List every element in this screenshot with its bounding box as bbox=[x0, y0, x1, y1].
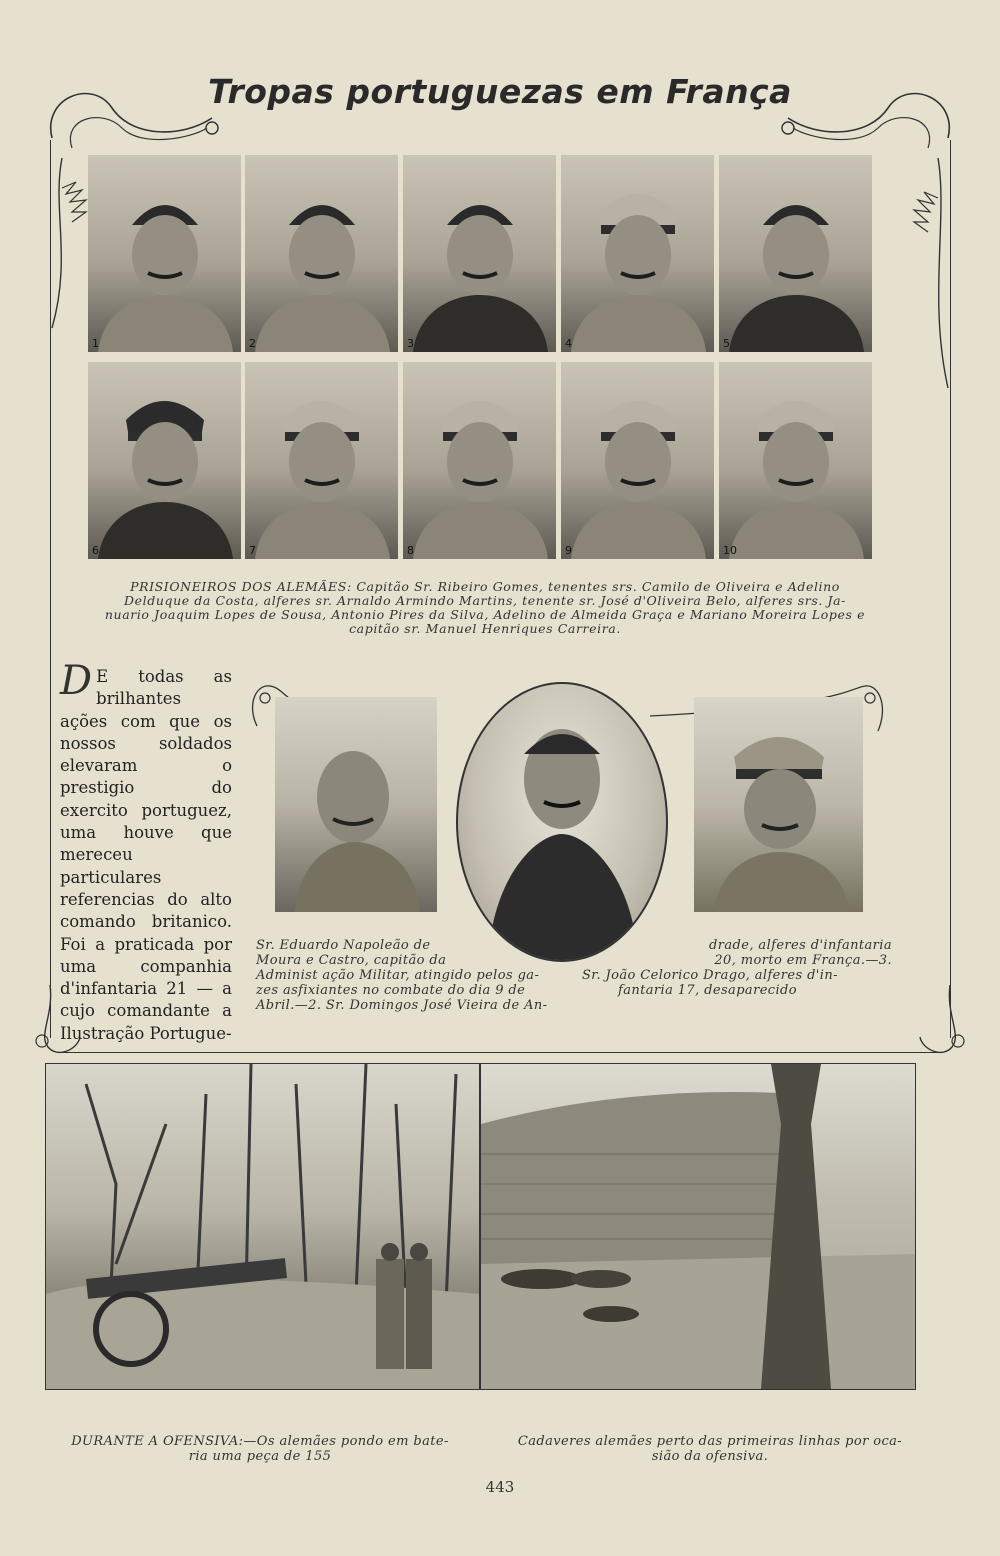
officer-photo-left bbox=[275, 697, 437, 912]
photo-artillery-battery bbox=[45, 1063, 480, 1390]
officers-caption-left bbox=[256, 938, 556, 1013]
portrait-number: 1 bbox=[92, 337, 99, 350]
caption-line: Cadaveres alemães perto das primeiras linhas por oca- bbox=[517, 1434, 903, 1449]
portrait-number: 3 bbox=[407, 337, 414, 350]
officers-caption-line: Moura e Castro, capitão da bbox=[256, 953, 447, 968]
portrait-photo bbox=[719, 155, 872, 352]
ornament-bottom-right bbox=[912, 985, 972, 1055]
drop-cap: D bbox=[60, 658, 93, 704]
officers-caption-line: Abril.—2. Sr. Domingos José Vieira de An- bbox=[256, 998, 548, 1013]
officers-caption-line: fantaria 17, desaparecido bbox=[618, 983, 797, 998]
portrait-photo bbox=[88, 155, 241, 352]
caption-fallen-soldiers bbox=[505, 1434, 915, 1464]
prisoners-caption-line: Delduque da Costa, alferes sr. Arnaldo Armindo Martins, tenente sr. José d'Oliveira Belo, alferes srs. Ja- bbox=[124, 593, 846, 608]
photo-fallen-soldiers bbox=[480, 1063, 916, 1390]
officers-caption-line: zes asfixiantes no combate do dia 9 de bbox=[256, 983, 526, 998]
portrait-photo bbox=[245, 155, 398, 352]
officers-caption-line: drade, alferes d'infantaria bbox=[709, 938, 892, 953]
officer-photo-right bbox=[694, 697, 863, 912]
officers-caption-line: 20, morto em França.—3. bbox=[714, 953, 892, 968]
caption-line: DURANTE A OFENSIVA:—Os alemães pondo em bate- bbox=[71, 1434, 449, 1449]
portrait-number: 5 bbox=[723, 337, 730, 350]
portrait-photo bbox=[561, 155, 714, 352]
portrait-photo bbox=[403, 362, 556, 559]
officers-caption-line: Sr. Eduardo Napoleão de bbox=[256, 938, 431, 953]
caption-line: ria uma peça de 155 bbox=[188, 1449, 332, 1464]
prisoners-caption-line: nuario Joaquim Lopes de Sousa, Antonio Pires da Silva, Adelino de Almeida Graça e Mariano Moreira Lopes e bbox=[104, 607, 866, 622]
portrait-number: 6 bbox=[92, 544, 99, 557]
portrait-number: 9 bbox=[565, 544, 572, 557]
page-title: Tropas portuguezas em França bbox=[208, 72, 792, 111]
article-text bbox=[60, 658, 232, 1045]
officers-caption-right bbox=[582, 938, 892, 998]
portrait-photo bbox=[403, 155, 556, 352]
portrait-number: 10 bbox=[723, 544, 737, 557]
portrait-photo bbox=[561, 362, 714, 559]
officers-caption-line: Sr. João Celorico Drago, alferes d'in- bbox=[582, 968, 838, 983]
officer-photo-center-oval bbox=[456, 682, 668, 962]
page-number: 443 bbox=[485, 1478, 515, 1496]
portrait-photo bbox=[245, 362, 398, 559]
officers-caption-line: Administ ação Militar, atingido pelos ga- bbox=[256, 968, 540, 983]
portrait-number: 4 bbox=[565, 337, 572, 350]
portrait-photo bbox=[719, 362, 872, 559]
prisoners-caption bbox=[80, 580, 890, 636]
portrait-photo bbox=[88, 362, 241, 559]
prisoners-caption-line: capitão sr. Manuel Henriques Carreira. bbox=[349, 621, 621, 636]
portrait-number: 7 bbox=[249, 544, 256, 557]
article-paragraph: E todas as brilhantes ações com que os nossos soldados elevaram o prestigio do exercito portuguez, uma houve que mereceu particulares referencias do alto comando britanico. Foi a praticada por uma companhia d'infantaria 21 — a cujo comandante a Ilustração Portugue- bbox=[60, 667, 232, 1043]
prisoners-caption-line: PRISIONEIROS DOS ALEMÃES: Capitão Sr. Ribeiro Gomes, tenentes srs. Camilo de Oliveira e Adelino bbox=[130, 579, 840, 594]
caption-artillery bbox=[60, 1434, 460, 1464]
frame-middle-rule bbox=[60, 1052, 940, 1053]
caption-line: sião da ofensiva. bbox=[651, 1449, 769, 1464]
portrait-number: 2 bbox=[249, 337, 256, 350]
portrait-number: 8 bbox=[407, 544, 414, 557]
